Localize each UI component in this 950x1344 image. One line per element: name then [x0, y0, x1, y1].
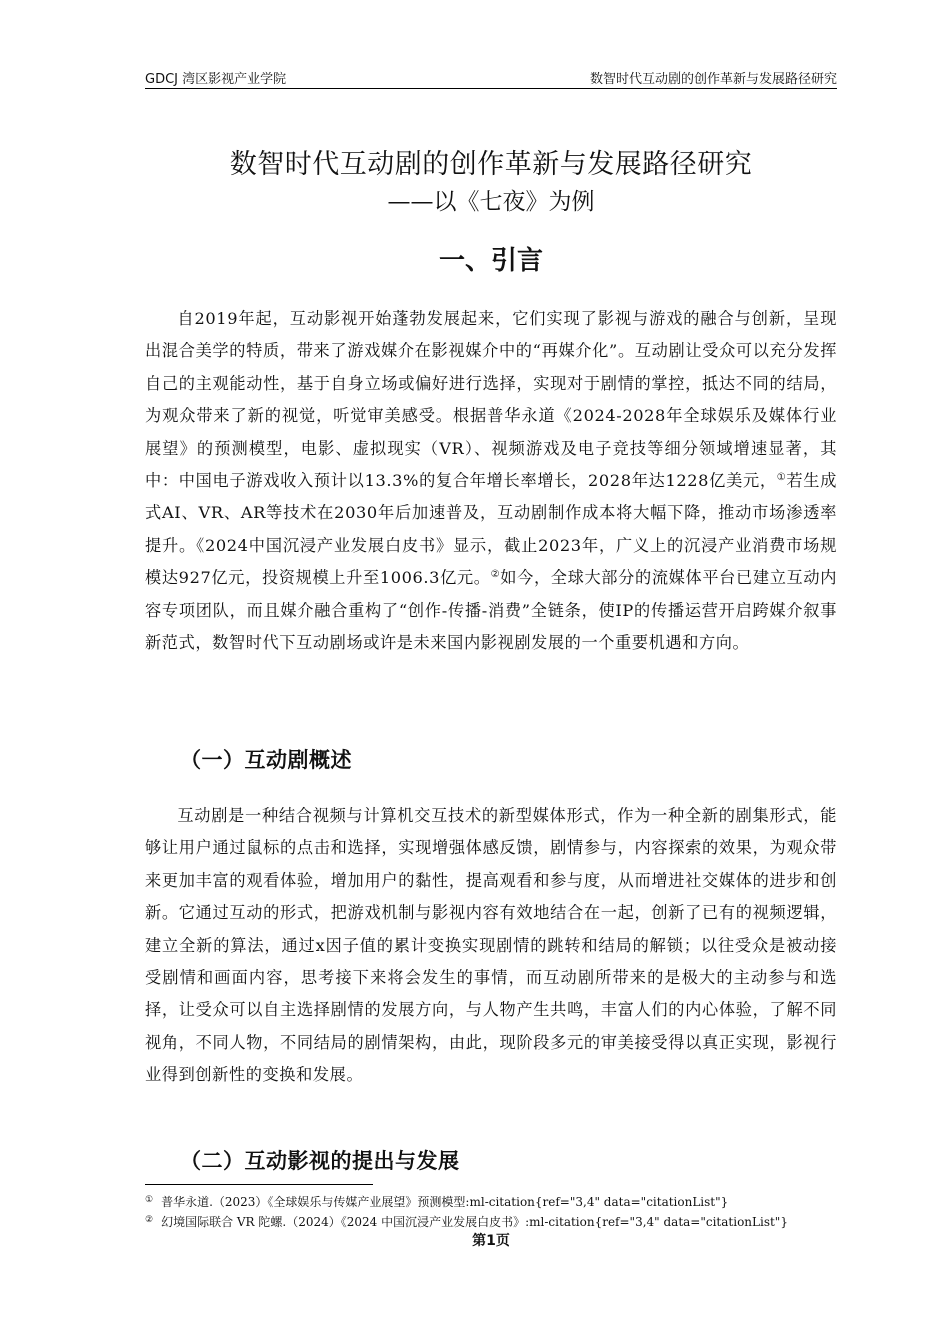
intro-paragraph: [145, 303, 837, 659]
intro-text-part2: 若生成式AI、VR、AR等技术在2030年后加速普及，互动剧制作成本将大幅下降，推动市场渗透率提升。《2024中国沉浸产业发展白皮书》显示，截止2023年，广义上的沉浸产业消费市场规模达927亿元，投资规模上升至1006.3亿元。: [145, 471, 837, 588]
page-number: 第1页: [472, 1233, 510, 1249]
footnote-2: [145, 1211, 865, 1231]
subsection-heading-development: （二）互动影视的提出与发展: [180, 1149, 460, 1173]
subsection-heading-overview: （一）互动剧概述: [180, 748, 352, 772]
footnote-mark: ①: [145, 1195, 154, 1205]
paper-title: 数智时代互动剧的创作革新与发展路径研究: [229, 149, 753, 180]
section-heading-introduction: 一、引言: [438, 246, 543, 276]
footnote-text: 幻境国际联合 VR 陀螺.（2024）《2024 中国沉浸产业发展白皮书》:ml-citation{ref="3,4" data="citationList"}: [161, 1215, 788, 1229]
intro-text-part1: 自2019年起，互动影视开始蓬勃发展起来，它们实现了影视与游戏的融合与创新，呈现出混合美学的特质，带来了游戏媒介在影视媒介中的“再媒介化”。互动剧让受众可以充分发挥自己的主观能动性，基于自身立场或偏好进行选择，实现对于剧情的掌控，抵达不同的结局，为观众带来了新的视觉，听觉审美感受。根据普华永道《2024-2028年全球娱乐及媒体行业展望》的预测模型，电影、虚拟现实（VR）、视频游戏及电子竞技等细分领域增速显著，其中：中国电子游戏收入预计以13.3%的复合年增长率增长，2028年达1228亿美元，: [145, 309, 837, 491]
header-running-title: 数智时代互动剧的创作革新与发展路径研究: [589, 72, 837, 87]
header-institution: GDCJ 湾区影视产业学院: [145, 72, 287, 87]
footnote-ref-1[interactable]: ①: [776, 472, 787, 484]
footnote-mark: ②: [145, 1215, 154, 1225]
footnote-divider: [145, 1184, 373, 1185]
footnotes: [145, 1191, 865, 1231]
footnote-text: 普华永道.（2023）《全球娱乐与传媒产业展望》预测模型:ml-citation{ref="3,4" data="citationList"}: [161, 1195, 729, 1209]
paper-subtitle: ——以《七夜》为例: [387, 189, 595, 215]
footnote-ref-2[interactable]: ②: [490, 569, 501, 581]
footnote-1: [145, 1191, 865, 1211]
intro-text-part3: 如今，全球大部分的流媒体平台已建立互动内容专项团队，而且媒介融合重构了“创作-传播-消费”全链条，使IP的传播运营开启跨媒介叙事新范式，数智时代下互动剧场或许是未来国内影视剧发展的一个重要机遇和方向。: [145, 568, 838, 653]
page-header: [145, 66, 837, 89]
overview-paragraph: 互动剧是一种结合视频与计算机交互技术的新型媒体形式，作为一种全新的剧集形式，能够让用户通过鼠标的点击和选择，实现增强体感反馈，剧情参与，内容探索的效果，为观众带来更加丰富的观看体验，增加用户的黏性，提高观看和参与度，从而增进社交媒体的进步和创新。它通过互动的形式，把游戏机制与影视内容有效地结合在一起，创新了已有的视频逻辑，建立全新的算法，通过x因子值的累计变换实现剧情的跳转和结局的解锁；以往受众是被动接受剧情和画面内容，思考接下来将会发生的事情，而互动剧所带来的是极大的主动参与和选择，让受众可以自主选择剧情的发展方向，与人物产生共鸣，丰富人们的内心体验，了解不同视角，不同人物，不同结局的剧情架构，由此，现阶段多元的审美接受得以真正实现，影视行业得到创新性的变换和发展。: [145, 806, 837, 1085]
